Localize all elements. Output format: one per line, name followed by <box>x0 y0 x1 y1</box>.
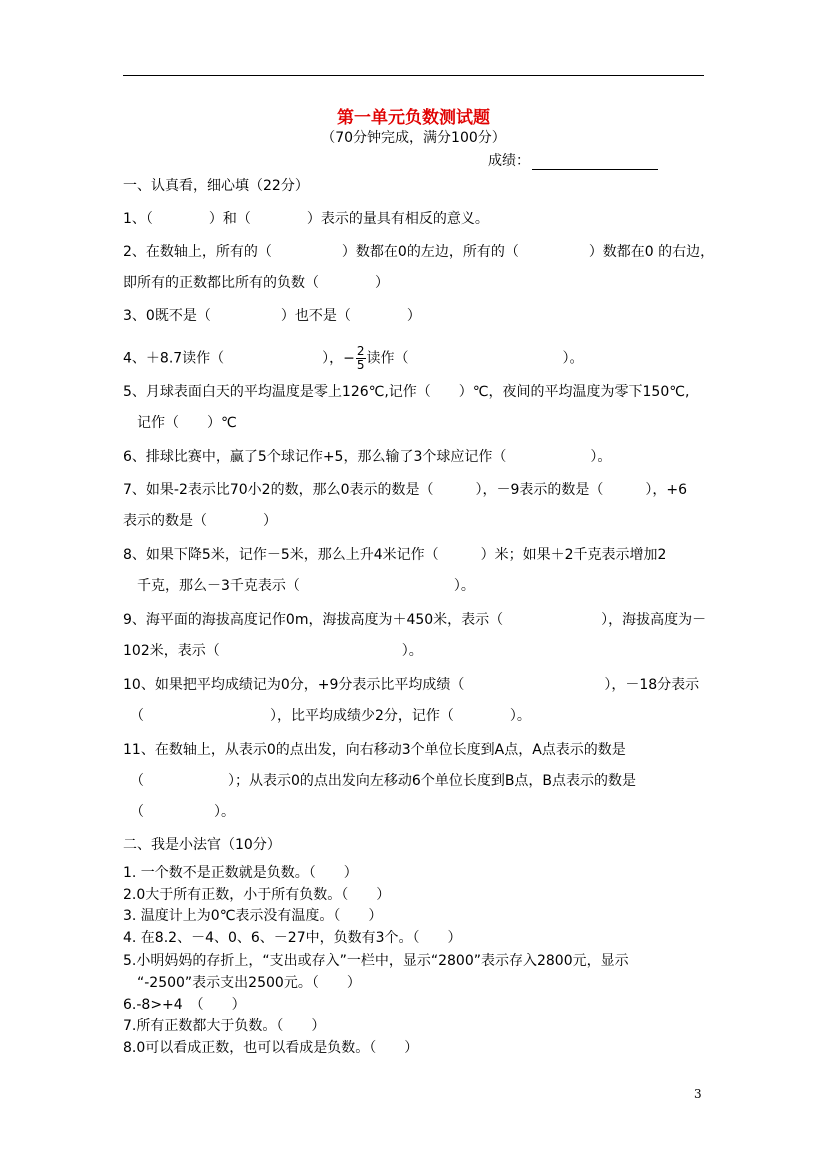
question-line: 7、如果-2表示比70小2的数，那么0表示的数是（ ），－9表示的数是（ ），+6 <box>123 482 688 498</box>
score-field <box>488 150 658 170</box>
question-line: 5、月球表面白天的平均温度是零上126℃,记作（ ）℃，夜间的平均温度为零下150℃, <box>123 384 690 400</box>
fraction-numerator: 2 <box>356 344 365 358</box>
judge-item: 7.所有正数都大于负数。（ ） <box>123 1018 326 1034</box>
question-line: 9、海平面的海拔高度记作0m，海拔高度为＋450米，表示（ ），海拔高度为－ <box>123 612 707 628</box>
question-line: 3、0既不是（ ）也不是（ ） <box>123 308 421 324</box>
question-line: 10、如果把平均成绩记为0分，+9分表示比平均成绩（ ），－18分表示 <box>123 677 700 693</box>
judge-item: 4. 在8.2、－4、0、6、－27中，负数有3个。（ ） <box>123 930 462 946</box>
question-line: 102米，表示（ ）。 <box>123 643 423 659</box>
page-subtitle: （70分钟完成，满分100分） <box>321 130 506 146</box>
judge-item: 3. 温度计上为0℃表示没有温度。（ ） <box>123 908 383 924</box>
judge-item: 5.小明妈妈的存折上，“支出或存入”一栏中，显示“2800”表示存入2800元，显示 <box>123 953 629 969</box>
question-line: 千克，那么－3千克表示（ ）。 <box>123 578 475 594</box>
question-line: 表示的数是（ ） <box>123 513 277 529</box>
header-rule <box>123 75 704 76</box>
q4-before: 4、＋8.7读作（ ），− <box>123 350 355 367</box>
section1-heading: 一、认真看，细心填（22分） <box>123 178 309 194</box>
question-line: 6、排球比赛中，赢了5个球记作+5，那么输了3个球应记作（ ）。 <box>123 449 612 465</box>
judge-item: “-2500”表示支出2500元。（ ） <box>123 975 361 991</box>
question-4 <box>123 345 584 372</box>
page-title: 第一单元负数测试题 <box>337 108 490 128</box>
question-line: 记作（ ）℃ <box>123 415 237 431</box>
score-blank <box>532 155 658 170</box>
q4-after: 读作（ ）。 <box>366 350 584 367</box>
judge-item: 1. 一个数不是正数就是负数。（ ） <box>123 865 358 881</box>
fraction-denominator: 5 <box>356 358 365 372</box>
judge-item: 8.0可以看成正数，也可以看成是负数。（ ） <box>123 1040 419 1056</box>
section2-heading: 二、我是小法官（10分） <box>123 837 281 853</box>
question-line: （ ）。 <box>123 804 235 820</box>
question-line: （ ），比平均成绩少2分，记作（ ）。 <box>123 708 531 724</box>
question-line: 8、如果下降5米，记作－5米，那么上升4米记作（ ）米；如果＋2千克表示增加2 <box>123 547 667 563</box>
question-line: （ ）；从表示0的点出发向左移动6个单位长度到B点，B点表示的数是 <box>123 773 637 789</box>
judge-item: 6.-8>+4 （ ） <box>123 997 246 1013</box>
question-line: 11、在数轴上，从表示0的点出发，向右移动3个单位长度到A点，A点表示的数是 <box>123 742 626 758</box>
fraction <box>356 345 366 372</box>
question-line: 2、在数轴上，所有的（ ）数都在0的左边，所有的（ ）数都在0 的右边， <box>123 244 715 260</box>
question-line: 即所有的正数都比所有的负数（ ） <box>123 275 389 291</box>
judge-item: 2.0大于所有正数，小于所有负数。（ ） <box>123 887 391 903</box>
score-label: 成绩： <box>488 153 530 169</box>
question-line: 1、（ ）和（ ）表示的量具有相反的意义。 <box>123 211 489 227</box>
page-number: 3 <box>694 1087 702 1101</box>
